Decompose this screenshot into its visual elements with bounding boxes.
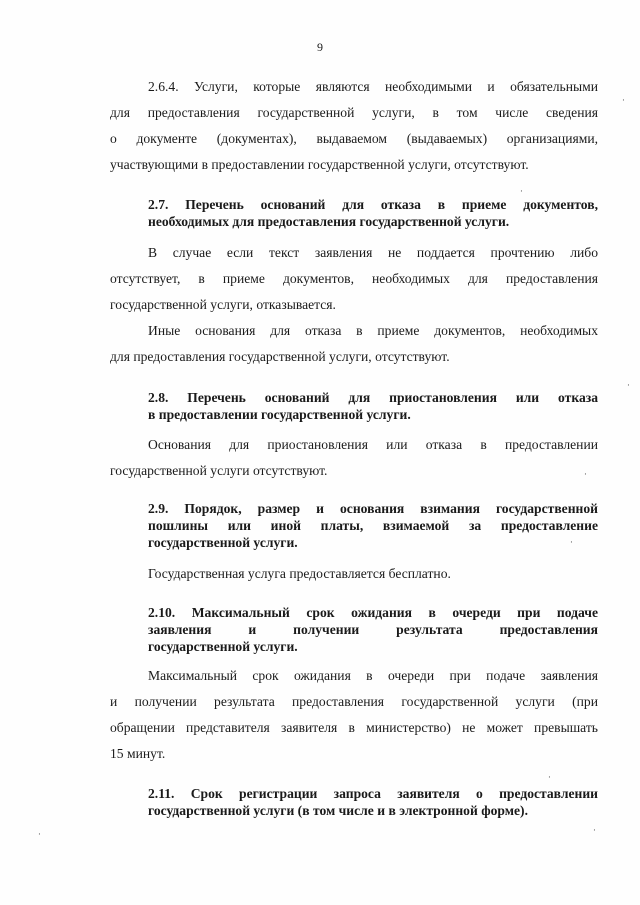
- heading-line: государственной услуги.: [148, 639, 298, 654]
- paragraph-2-10-body: [110, 663, 598, 767]
- paragraph-2-8-body: [110, 432, 598, 484]
- text-line: Государственная услуга предоставляется бесплатно.: [148, 566, 451, 581]
- heading-line: 2.8. Перечень оснований для приостановления или отказа: [148, 390, 598, 405]
- heading-2-11: [148, 785, 598, 819]
- text-line: 15 минут.: [110, 746, 166, 761]
- paragraph-2-9-body: [110, 561, 598, 587]
- text-line: государственной услуги, отказывается.: [110, 297, 336, 312]
- text-line: и получении результата предоставления государственной услуги (при: [110, 694, 598, 709]
- heading-line: государственной услуги.: [148, 535, 298, 550]
- scan-speck: ·: [520, 187, 523, 197]
- heading-2-7: [148, 196, 598, 230]
- text-line: обращении представителя заявителя в министерство) не может превышать: [110, 720, 598, 735]
- heading-line: пошлины или иной платы, взимаемой за предоставление: [148, 518, 598, 533]
- heading-line: 2.9. Порядок, размер и основания взимания государственной: [148, 501, 598, 516]
- text-line: Основания для приостановления или отказа в предоставлении: [148, 437, 598, 452]
- heading-2-9: [148, 500, 598, 551]
- scan-speck: ·: [570, 538, 573, 548]
- scan-speck: ·: [584, 470, 587, 480]
- scan-speck: ·: [548, 773, 551, 783]
- page-number: 9: [317, 40, 323, 54]
- heading-line: государственной услуги (в том числе и в электронной форме).: [148, 803, 528, 818]
- scan-speck: ·: [627, 381, 630, 391]
- text-line: о документе (документах), выдаваемом (выдаваемых) организациями,: [110, 131, 598, 146]
- heading-line: 2.7. Перечень оснований для отказа в приеме документов,: [148, 197, 598, 212]
- paragraph-2-7-other: [110, 318, 598, 370]
- heading-line: 2.11. Срок регистрации запроса заявителя о предоставлении: [148, 786, 598, 801]
- heading-2-8: [148, 389, 598, 423]
- paragraph-2-6-4: [110, 74, 598, 178]
- text-line: государственной услуги отсутствуют.: [110, 463, 328, 478]
- text-line: В случае если текст заявления не поддается прочтению либо: [148, 245, 598, 260]
- text-line: для предоставления государственной услуги, отсутствуют.: [110, 349, 450, 364]
- text-line: Иные основания для отказа в приеме документов, необходимых: [148, 323, 598, 338]
- text-line: для предоставления государственной услуги, в том числе сведения: [110, 105, 598, 120]
- scan-speck: ·: [622, 96, 625, 106]
- scan-speck: ·: [593, 826, 596, 836]
- heading-line: необходимых для предоставления государственной услуги.: [148, 214, 510, 229]
- heading-line: в предоставлении государственной услуги.: [148, 407, 411, 422]
- paragraph-2-7-body: [110, 240, 598, 318]
- heading-line: заявления и получении результата предоставления: [148, 622, 598, 637]
- scan-speck: ·: [38, 830, 41, 840]
- heading-2-10: [148, 604, 598, 655]
- text-line: участвующими в предоставлении государственной услуги, отсутствуют.: [110, 157, 529, 172]
- text-line: Максимальный срок ожидания в очереди при подаче заявления: [148, 668, 598, 683]
- heading-line: 2.10. Максимальный срок ожидания в очереди при подаче: [148, 605, 598, 620]
- text-line: отсутствует, в приеме документов, необходимых для предоставления: [110, 271, 598, 286]
- text-line: 2.6.4. Услуги, которые являются необходимыми и обязательными: [148, 79, 598, 94]
